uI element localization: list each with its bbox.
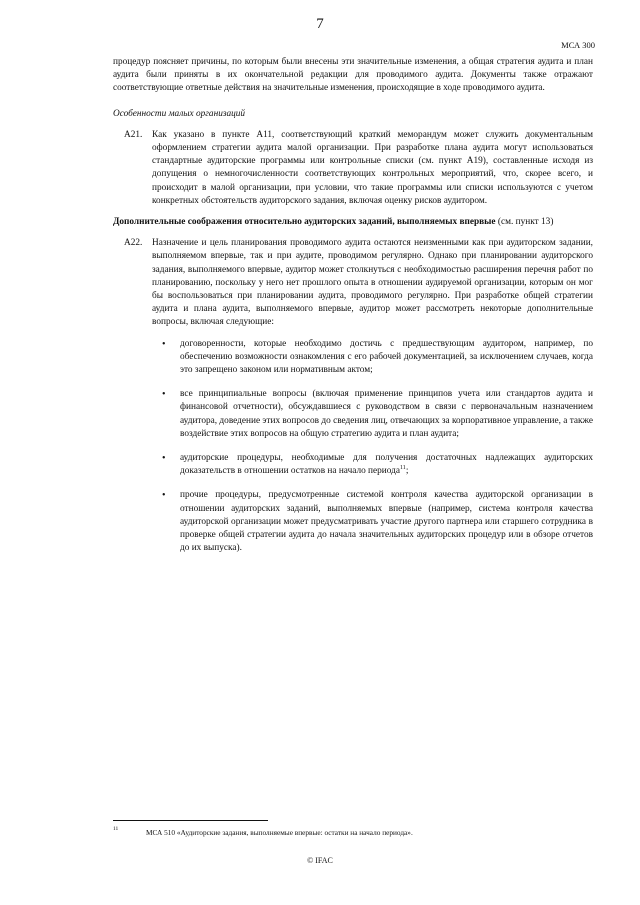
bullet-icon: • xyxy=(162,453,166,465)
standard-reference: МСА 300 xyxy=(561,40,595,50)
paragraph-a21 xyxy=(113,129,593,208)
bullet-icon: • xyxy=(162,338,166,350)
section-heading-small-entities: Особенности малых организаций xyxy=(113,108,246,119)
footnote-text: МСА 510 «Аудиторские задания, выполняемые впервые: остатки на начало периода». xyxy=(146,828,413,837)
list-item xyxy=(113,338,593,378)
list-item xyxy=(113,388,593,441)
section-heading-text: Дополнительные соображения относительно аудиторских заданий, выполняемых впервые xyxy=(113,217,496,228)
list-item-text: прочие процедуры, предусмотренные системой контроля качества аудиторской организации в отношении аудиторских заданий, выполняемых впервые (например, система контроля качества аудиторской организации может предусматривать участие другого партнера или старшего сотрудника в проверке общей стратегии аудита до начала значительных аудиторских процедур или в обзоре отчетов до их выпуска). xyxy=(180,490,593,554)
list-item xyxy=(113,452,593,478)
bullet-icon: • xyxy=(162,389,166,401)
paragraph-a22 xyxy=(113,237,593,329)
copyright-footer: © IFAC xyxy=(307,856,333,865)
bullet-list xyxy=(113,338,593,556)
paragraph-text: Назначение и цель планирования проводимого аудита остаются неизменными как при аудиторском задании, выполняемом впервые, так и при аудите, проводимом регулярно. Однако при планировании аудиторского задания, выполняемого впервые, аудитор может столкнуться с необходимостью расширения перечня работ по планированию, поскольку у него нет прошлого опыта в отношении аудируемой организации, которым он мог бы воспользоваться при планировании аудита, проводимого регулярно. При разработке общей стратегии аудита и плана аудита, выполняемого впервые, аудитор может рассмотреть некоторые дополнительные вопросы, включая следующие: xyxy=(152,238,593,328)
section-heading-first-time-engagements xyxy=(113,216,593,229)
page-number: 7 xyxy=(316,16,324,32)
intro-continuation: процедур поясняет причины, по которым были внесены эти значительные изменения, а общая стратегия аудита и план аудита были приняты в их окончательной редакции для проводимого аудита. Документы также отражают соответствующие ответные действия на значительные изменения, происходящие в ходе проводимого аудита. xyxy=(113,57,593,94)
bullet-icon: • xyxy=(162,490,166,502)
paragraph-number: A21. xyxy=(124,129,143,140)
footnote xyxy=(113,828,593,837)
list-item-text: все принципиальные вопросы (включая применение принципов учета или стандартов аудита и финансовой отчетности), обсуждавшиеся с руководством в связи с первоначальным назначением аудитора, доведение этих вопросов до сведения лиц, отвечающих за корпоративное управление, а также воздействие этих вопросов на общую стратегию аудита и план аудита; xyxy=(180,389,593,439)
page-content xyxy=(113,56,593,567)
paragraph-text: Как указано в пункте A11, соответствующий краткий меморандум может служить документальным оформлением стратегии аудита малой организации. При разработке плана аудита могут использоваться стандартные аудиторские программы или контрольные списки (см. пункт A19), составленные исходя из допущения о немногочисленности соответствующих контрольных мероприятий, что, скорее всего, и происходит в малой организации, при условии, что такие программы или списки используются с учетом конкретных обстоятельств аудиторского задания, включая оценку рисков аудитором. xyxy=(152,129,593,206)
list-item-end: ; xyxy=(405,466,409,477)
section-heading-reference: (см. пункт 13) xyxy=(495,217,554,228)
list-item-text: аудиторские процедуры, необходимые для получения достаточных надлежащих аудиторских доказательств в отношении остатков на начало периода xyxy=(180,453,593,477)
list-item xyxy=(113,489,593,555)
footnote-reference[interactable]: 11 xyxy=(400,465,406,472)
list-item-text-with-footnote xyxy=(180,452,593,478)
footnote-divider xyxy=(113,820,268,821)
paragraph-number: A22. xyxy=(124,238,143,249)
list-item-text: договоренности, которые необходимо достичь с предшествующим аудитором, например, по обеспечению возможности ознакомления с его рабочей документацией, за исключением случаев, когда это запрещено законом или нормативным актом; xyxy=(180,338,593,376)
footnote-mark: 11 xyxy=(113,826,119,832)
